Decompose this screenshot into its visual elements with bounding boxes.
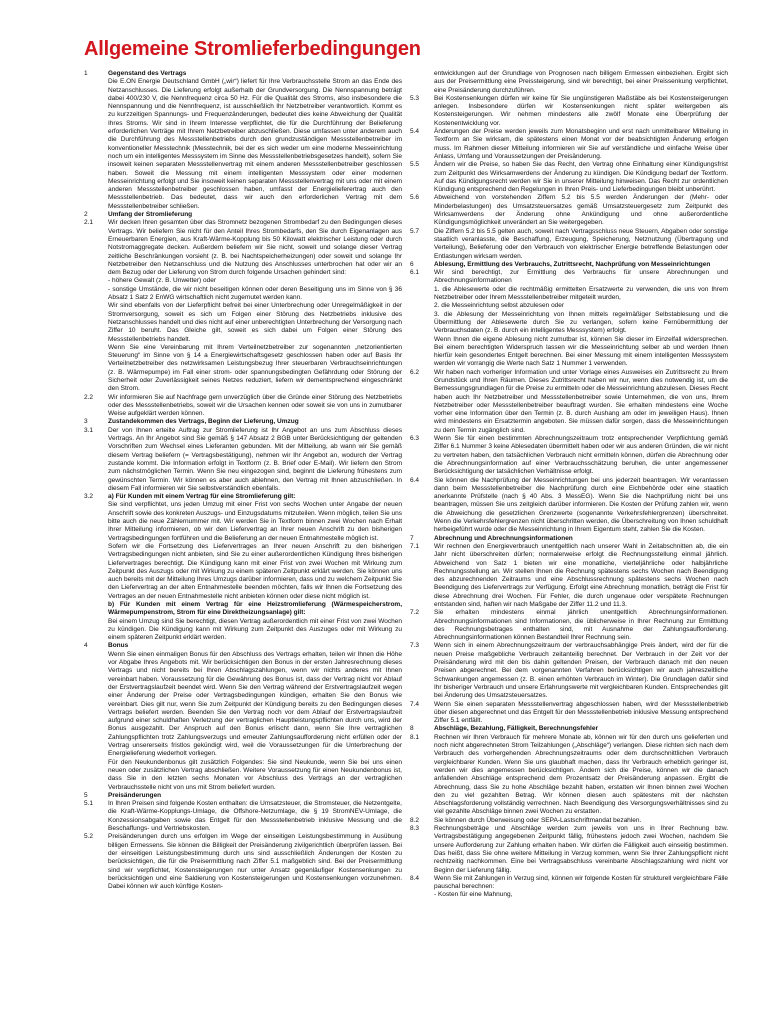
clause-text: Wir sind ebenfalls von der Lieferpflicht befreit bei einer Unterbrechung oder Unregelmäßigkeit in der Stromversorgung, soweit es sich um Folgen einer Störung des Netzbetriebs inklusive des Netzanschlusses handelt und dies nicht auf einer unberechtigten Unterbrechung der Versorgung nach Ziffer 10 beruht. Das Gleiche gilt, soweit es sich dabei um Folgen einer Störung des Messstellenbetriebs handelt. [108,302,402,343]
clause-number: 5.3 [410,94,420,102]
section-heading-text: Bonus [108,642,129,650]
clause-text: Abweichend von vorstehenden Ziffern 5.2 bis 5.5 werden Änderungen der (Mehr- oder Minderbelastungen) des Umsatzsteuersatzes gemäß Umsatzsteuergesetz zum Zeitpunkt des Wirksamwerdens der Änderung ohne Ankündigung und ohne außerordentliche Kündigungsmöglichkeit unverändert an Sie weitergegeben. [434,194,728,227]
clause-number: 1 [84,70,88,77]
clause-number: 5.2 [84,833,94,841]
clause-number: 5.4 [410,128,420,136]
clause-paragraph [84,651,402,759]
clause-number: 6 [410,260,414,268]
section-heading-text: Abschläge, Bezahlung, Fälligkeit, Berechnungsfehler [434,725,598,733]
section-heading [84,642,402,650]
clause-number [84,302,108,343]
clause-number: 3.1 [84,426,94,434]
clause-text: Wir haben nach vorheriger Information und unter Vorlage eines Ausweises ein Zutrittsrecht zu Ihrem Grundstück und Ihren Räumen. Dieses Zutrittsrecht haben wir nur, wenn dies notwendig ist, um die Bemessungsgrundlagen für die Preise zu ermitteln oder die Messeinrichtung abzulesen. Dieses Recht haben auch Ihr Netzbetreiber und Messstellenbetreiber sowie Unternehmen, die von uns, Ihrem Netzbetreiber oder Messstellenbetreiber beauftragt wurden. Sie erhalten mindestens eine Woche vorher eine Information über den Termin (z. B. durch Aushang am oder im jeweiligen Haus). Ihnen wird mindestens ein Ersatztermin angeboten. Sie müssen dafür sorgen, dass die Messeinrichtungen zu dem Termin zugänglich sind. [434,368,728,434]
clause-number: 5.5 [410,161,420,169]
clause-text: Rechnen wir Ihren Verbrauch für mehrere Monate ab, können wir für den durch uns gelieferten und noch nicht abgerechneten Strom Teilzahlungen („Abschläge“) verlangen. Diese richten sich nach dem Verbrauch des vorhergehenden Abrechnungszeitraums oder dem durchschnittlichen Verbrauch vergleichbarer Kunden. Wenn Sie uns glaubhaft machen, dass Ihr Verbrauch erheblich geringer ist, werden wir dies angemessen berücksichtigen. Ändern sich die Preise, können wir die danach anfallenden Abschläge entsprechend dem Prozentsatz der Preisänderung anpassen. Ergibt die Abrechnung, dass Sie zu hohe Abschläge bezahlt haben, erstatten wir Ihnen binnen zwei Wochen den zu viel gezahlten Betrag. Wir können diesen auch spätestens mit der nächsten Abschlagsforderung vollständig verrechnen. Nach Beendigung des Versorgungsverhältnisses sind zu viel gezahlte Abschläge binnen zwei Wochen zu erstatten. [434,733,728,816]
clause-paragraph [84,493,402,501]
clause-number: 6.3 [410,435,420,443]
clause-text: Änderungen der Preise werden jeweils zum Monatsbeginn und erst nach unmittelbarer Mitteilung in Textform an Sie wirksam, die spätestens einen Monat vor der beabsichtigten Änderung erfolgen muss. Im Rahmen dieser Mitteilung informieren wir Sie auf verständliche und einfache Weise über Anlass, Umfang und Voraussetzungen der Preisänderung. [434,128,728,160]
clause-number [410,311,434,336]
clause-number: 7.1 [410,542,420,550]
clause-text: a) Für Kunden mit einem Vertrag für eine Stromlieferung gilt: [108,493,296,501]
clause-paragraph [410,642,728,700]
clause-text: Wenn sich in einem Abrechnungszeitraum der verbrauchsabhängige Preis ändert, wird der für die neuen Preise maßgebliche Verbrauch zeitanteilig berechnet. Der Verbrauch in der Zeit vor der Preisänderung wird mit den bis dahin geltenden Preisen, der Verbrauch danach mit den neuen Preisen abgerechnet. Bei dem vorgenannten Verfahren berücksichtigen wir auch jahreszeitliche Schwankungen angemessen (z. B. einen erhöhten Verbrauch im Winter). Die Grundlagen dafür sind Ihr bisheriger Verbrauch und unsere Erfahrungswerte mit vergleichbaren Kunden. Entsprechendes gilt bei Änderung des Umsatzsteuersatzes. [434,642,728,700]
clause-number [410,891,434,899]
clause-paragraph [84,601,402,618]
clause-paragraph [410,95,728,128]
clause-number: 6.4 [410,476,420,484]
section-heading [84,70,402,78]
section-heading [84,211,402,219]
clause-number: 8.3 [410,825,420,833]
clause-text: b) Für Kunden mit einem Vertrag für eine Heizstromlieferung (Wärmespeicherstrom, Wärmepumpenstrom, Strom für eine Direktheizungsanlage) gilt: [108,601,402,617]
clause-number: 2.1 [84,219,94,227]
clause-paragraph [410,269,728,286]
clause-number: 5 [84,791,88,799]
clause-text: Ändern wir die Preise, so haben Sie das Recht, den Vertrag ohne Einhaltung einer Kündigungsfrist zum Zeitpunkt des Wirksamwerdens der Änderung zu kündigen. Die Kündigung bedarf der Textform. Auf das Kündigungsrecht werden wir Sie in unserer Mitteilung hinweisen. Das Recht zur ordentlichen Kündigung entsprechend den Regelungen in Ihren Preis- und Lieferbedingungen bleibt unberührt. [434,161,728,194]
clause-number [84,344,108,394]
clause-number: 6.1 [410,269,420,277]
clause-paragraph [410,701,728,726]
clause-number: 2 [84,211,88,219]
clause-paragraph [410,477,728,535]
clause-number [410,336,434,369]
clause-text: Bei einem Umzug sind Sie berechtigt, diesen Vertrag außerordentlich mit einer Frist von zwei Wochen zu kündigen. Die Kündigung kann mit Wirkung zum Zeitpunkt des Auszuges oder mit Wirkung zu einem späteren Zeitpunkt erklärt werden. [108,617,402,642]
clause-text: Wir sind berechtigt, zur Ermittlung des Verbrauchs für unsere Abrechnungen und Abrechnungsinformationen [434,269,728,285]
clause-paragraph [84,344,402,394]
terms-column-right [410,70,728,1016]
clause-number: 3.2 [84,493,94,501]
clause-text: Bei Kostensenkungen dürfen wir keine für Sie ungünstigeren Maßstäbe als bei Kostensteigerungen anlegen. Insbesondere dürfen wir Kostensenkungen nicht später weitergeben als Kostensteigerungen. Wir nehmen mindestens alle zwölf Monate eine Überprüfung der Kostenentwicklung vor. [434,94,728,127]
clause-number: 5.6 [410,194,420,202]
clause-paragraph [410,311,728,336]
section-heading [410,725,728,733]
clause-paragraph [410,817,728,825]
clause-paragraph [410,734,728,817]
clause-paragraph [84,277,402,285]
clause-number [84,651,108,759]
clause-number: 7.3 [410,642,420,650]
clause-paragraph [84,543,402,601]
clause-text: 3. die Ablesung der Messeinrichtung von Ihnen mittels regelmäßiger Selbstablesung und die Übermittlung der Ablesewerte durch Sie zu verlangen, sofern keine Fernübermittlung der Verbrauchsdaten (z. B. durch ein intelligentes Messsystem) erfolgt. [434,310,728,335]
clause-paragraph [410,161,728,194]
clause-number: 2.2 [84,393,94,401]
clause-paragraph [410,609,728,642]
clause-number [84,286,108,303]
clause-number [84,501,108,542]
clause-paragraph [84,286,402,303]
section-heading [84,418,402,426]
section-heading-text: Preisänderungen [108,791,162,799]
clause-paragraph [84,759,402,792]
clause-number: 6.2 [410,368,420,376]
clause-number: 8.1 [410,733,420,741]
clause-text: Sie sind verpflichtet, uns jeden Umzug mit einer Frist von sechs Wochen unter Angabe der neuen Anschrift sowie des konkreten Auszugs- und Einzugsdatums mitzuteilen. Wenn möglich, teilen Sie uns bitte auch die neue Zählernummer mit. Wir werden Sie in Textform binnen zwei Wochen nach Erhalt Ihrer Mitteilung informieren, ob wir den Liefervertrag an Ihrer neuen Anschrift zu den bisherigen Vertragsbedingungen fortführen und die Belieferung an der neuen Entnahmestelle möglich ist. [108,501,402,542]
clause-paragraph [410,228,728,261]
clause-number [410,70,434,95]
section-heading [410,535,728,543]
clause-text: - höhere Gewalt (z. B. Unwetter) oder [108,277,217,285]
clause-number: 8.2 [410,816,420,824]
clause-number: 5.7 [410,227,420,235]
clause-text: Sie erhalten mindestens einmal jährlich unentgeltlich Abrechnungsinformationen. Abrechnungsinformationen sind Informationen, die üblicherweise in Ihrer Rechnung zur Ermittlung des Rechnungsbetrages enthalten sind, mit Ausnahme der Zahlungsaufforderung. Abrechnungsinformationen können Bestandteil Ihrer Rechnung sein. [434,609,728,642]
section-heading [410,261,728,269]
clause-text: 1. die Ablesewerte oder die rechtmäßig ermittelten Ersatzwerte zu verwenden, die uns von Ihrem Netzbetreiber oder Ihrem Messstellenbetreiber mitgeteilt wurden, [434,285,728,302]
clause-text: Wir decken Ihren gesamten über das Stromnetz bezogenen Strombedarf zu den Bedingungen dieses Vertrags. Wir beliefern Sie nicht für den Anteil Ihres Strombedarfs, den Sie durch Eigenanlagen aus Erneuerbaren Energien, aus Kraft-Wärme-Kopplung bis 50 Kilowatt elektrischer Leistung oder durch Notstromaggregate decken. Außerdem beliefern wir Sie nicht, soweit und solange dieser Vertrag zeitliche Beschränkungen vorsieht (z. B. bei Nachtspeicherheizungen) oder soweit und solange Ihr Netzbetreiber den Netzanschluss und die Nutzung des Anschlusses unterbrochen hat oder wir an dem Bezug oder der Lieferung von Strom durch folgende Ursachen gehindert sind: [108,219,402,277]
clause-paragraph [410,336,728,369]
clause-paragraph [410,286,728,303]
clause-number [410,286,434,303]
clause-number: 5.1 [84,800,94,808]
clause-text: entwicklungen auf der Grundlage von Prognosen nach billigem Ermessen einbeziehen. Ergibt sich aus der Preisermittlung eine Preissteigerung, sind wir berechtigt, bei einer Preissenkung verpflichtet, eine Preisänderung durchzuführen. [434,70,728,94]
clause-text: Rechnungsbeträge und Abschläge werden zum jeweils von uns in Ihrer Rechnung bzw. Vertragsbestätigung angegebenen Zeitpunkt fällig, frühestens jedoch zwei Wochen, nachdem Sie unsere Aufforderung zur Zahlung erhalten haben. Wir dürfen die Fälligkeit auch einseitig bestimmen. Das heißt, dass Sie ohne weitere Mitteilung in Verzug kommen, wenn Sie Ihrer Zahlungspflicht nicht rechtzeitig nachkommen. Eine bei Vertragsabschluss vereinbarte Abschlagszahlung wird nicht vor Beginn der Lieferung fällig. [434,825,728,874]
clause-text: Wir informieren Sie auf Nachfrage gern unverzüglich über die Gründe einer Störung des Netzbetriebs oder des Messstellenbetriebs, soweit wir die Ursachen kennen oder soweit sie von uns in zumutbarer Weise aufgeklärt werden können. [108,393,402,418]
clause-text: Wenn Sie einen separaten Messstellenvertrag abgeschlossen haben, wird der Messstellenbetrieb über diesen abgerechnet und das Entgelt für den Messstellenbetrieb inklusive Messung entsprechend Ziffer 5.1 entfällt. [434,700,728,725]
clause-paragraph [84,800,402,833]
section-heading-text: Zustandekommen des Vertrags, Beginn der Lieferung, Umzug [108,418,299,426]
section-heading-text: Abrechnung und Abrechnungsinformationen [434,534,573,542]
terms-column-left [84,70,402,1016]
clause-text: In Ihren Preisen sind folgende Kosten enthalten: die Umsatzsteuer, die Stromsteuer, die Netzentgelte, die Kraft-Wärme-Kopplungs-Umlage, die Offshore-Netzumlage, die § 19 StromNEV-Umlage, die Konzessionsabgaben sowie das Entgelt für den Messstellenbetrieb inklusive Messung und die Beschaffungs- und Vertriebskosten. [108,800,402,833]
page-title: Allgemeine Stromlieferbedingungen [84,38,421,60]
clause-number [84,601,108,618]
clause-paragraph [84,833,402,891]
clause-number [84,78,108,211]
clause-paragraph [410,302,728,310]
clause-number: 4 [84,642,88,650]
clause-text: Preisänderungen durch uns erfolgen im Wege der einseitigen Leistungsbestimmung in Ausübung billigen Ermessens. Sie können die Billigkeit der Preisänderung zivilgerichtlich überprüfen lassen. Bei der einseitigen Leistungsbestimmung durch uns sind ausschließlich Änderungen der Kosten zu berücksichtigen, die für die Preisermittlung nach Ziffer 5.1 maßgeblich sind. Bei der Preisermittlung sind wir verpflichtet, Kostensteigerungen nur unter Ansatz gegenläufiger Kostensenkungen zu berücksichtigen und eine Saldierung von Kostensteigerungen und Kostensenkungen vorzunehmen. Dabei können wir auch künftige Kosten- [108,833,402,891]
clause-text: Wir rechnen den Energieverbrauch unentgeltlich nach unserer Wahl in Zeitabschnitten ab, die ein Jahr nicht überschreiten dürfen; normalerweise erfolgt die Rechnungsstellung einmal jährlich. Abweichend von Satz 1 bieten wir eine monatliche, vierteljährliche oder halbjährliche Rechnungsstellung an. Wir stellen Ihnen die Rechnung spätestens sechs Wochen nach Beendigung des abzurechnenden Zeitraums und eine Abschlussrechnung spätestens sechs Wochen nach Beendigung des Liefervertrags zur Verfügung. Erfolgt eine Abrechnung monatlich, beträgt die Frist für diese Abrechnung drei Wochen. Für Fehler, die durch ungenaue oder verspätete Rechnungen entstanden sind, haften wir nach Maßgabe der Ziffer 11.2 und 11.3. [434,542,728,608]
clause-paragraph [84,78,402,211]
clause-number: 8.4 [410,874,420,882]
clause-text: - sonstige Umstände, die wir nicht beseitigen können oder deren Beseitigung uns im Sinne von § 36 Absatz 1 Satz 2 EnWG wirtschaftlich nicht zugemutet werden kann. [108,285,402,302]
clause-number [84,618,108,643]
clause-paragraph [410,435,728,476]
clause-text: - Kosten für eine Mahnung, [434,891,513,899]
clause-number [84,759,108,792]
clause-number: 7.2 [410,609,420,617]
clause-text: Wenn Ihnen die eigene Ablesung nicht zumutbar ist, können Sie dieser im Einzelfall widersprechen. Bei einem berechtigten Widerspruch lassen wir die Messeinrichtung selber ab und werden Ihnen hierfür kein gesondertes Entgelt berechnen. Bei einer Messung mit einem intelligenten Messsystem werden wir vorrangig die Werte nach Satz 1 Nummer 1 verwenden. [434,335,728,368]
clause-text: Die E.ON Energie Deutschland GmbH („wir“) liefert für Ihre Verbrauchsstelle Strom an das Ende des Netzanschlusses. Die Lieferung erfolgt außerhalb der Grundversorgung. Die Nennspannung beträgt dabei 400/230 V, die Nennfrequenz circa 50 Hz. Für die Qualität des Stroms, also insbesondere die Nennspannung und die Nennfrequenz, ist ausschließlich Ihr Netzbetreiber verantwortlich. Kommt es zu kurzzeitigen Spannungs- und Frequenzänderungen, bedeutet dies keine Abweichung der Qualität Ihres Stroms. Wir sind in Ihrem Interesse verpflichtet, die für die Durchführung der Belieferung erforderlichen Verträge mit Ihrem Netzbetreiber abzuschließen. Diese umfassen unter anderem auch die Durchführung des Messstellenbetriebs durch den grundzuständigen Messstellenbetreiber im konventioneller Messtechnik (Messtechnik, bei der es sich weder um eine moderne Messeinrichtung noch um ein intelligentes Messsystem im Sinne des Messstellenbetriebsgesetzes handelt), sofern Sie insoweit keinen separaten Messstellenvertrag mit einem anderen Messstellenbetreiber geschlossen haben. Soweit die Messung mit einem intelligenten Messsystem oder einer modernen Messeinrichtung erfolgt und Sie insoweit keinen separaten Messstellenvertrag mit uns oder mit einem anderen Messstellenbetreiber geschlossen haben, umfasst der Energielieferertrag auch den Messstellenbetrieb. Das bedeutet, dass wir auch den erforderlichen Vertrag mit dem Messstellenbetreiber schließen. [108,78,402,210]
clause-number [84,277,108,285]
clause-paragraph [410,128,728,161]
clause-paragraph [84,501,402,542]
clause-paragraph [84,302,402,343]
clause-paragraph [410,891,728,899]
section-heading-text: Ablesung, Ermittlung des Verbrauchs, Zutrittsrecht, Nachprüfung von Messeinrichtungen [434,260,711,268]
clause-text: Für den Neukundenbonus gilt zusätzlich Folgendes: Sie sind Neukunde, wenn Sie bei uns einen neuen oder zusätzlichen Vertrag abschließen. Weitere Voraussetzung für einen Neukundenbonus ist, dass Sie in den letzten sechs Monaten vor Abschluss des Vertrags an der vertraglichen Verbrauchsstelle nicht von uns mit Strom beliefert wurden. [108,758,402,791]
section-heading [84,792,402,800]
clause-text: Wenn Sie eine Vereinbarung mit Ihrem Verteilnetzbetreiber zur sogenannten „netzorientierten Steuerung“ im Sinne von § 14 a Energiewirtschaftsgesetz geschlossen haben oder auf Basis Ihr Verteilnetzbetreiber des netzwirksamen Leistungsbezug Ihrer steuerbaren Verbrauchseinrichtungen (z. B. Wärmepumpe) im Fall einer strom- oder spannungsbedingten Gefährdung oder Störung der Sicherheit oder Zuverlässigkeit seines Netzes reduziert, liefern wir dementsprechend eingeschränkt den Strom. [108,343,402,393]
clause-paragraph [84,394,402,419]
clause-text: Wenn Sie einen einmaligen Bonus für den Abschluss des Vertrags erhalten, teilen wir Ihnen die Höhe vor Abgabe Ihres Angebots mit. Wir berücksichtigen den Bonus in der ersten Jahresrechnung dieses Vertrags und nicht bereits bei Ihren Abschlagszahlungen, wenn wir nichts anderes mit Ihnen vereinbart haben. Voraussetzung für die Gewährung des Bonus ist, dass der Vertrag nicht vor Ablauf der Erstvertragslaufzeit beendet wird. Wenn Sie den Vertrag während der Erstvertragslaufzeit wegen einer Änderung der Preise oder Vertragsbedingungen kündigen, erhalten Sie den Bonus wie vereinbart. Dies gilt nur, wenn Sie zum Zeitpunkt der Kündigung bereits zu den Bedingungen dieses Vertrags beliefert werden. Beenden Sie den Vertrag noch vor dem Ablauf der Erstvertragslaufzeit aufgrund einer schuldhaften Verletzung der vertraglichen Hauptleistungspflichten durch uns, wird der Bonus ausgezahlt. Der Anspruch auf den Bonus erlischt dann, wenn Sie Ihre vertraglichen Zahlungspflichten trotz Zahlungsverzugs und erneuter Zahlungsaufforderung nicht erfüllen oder der Vertrag unsererseits fristlos gekündigt wird, weil die Voraussetzungen für die Unterbrechung der Energielieferung wiederholt vorliegen. [108,650,402,758]
clause-text: Der von Ihnen erteilte Auftrag zur Stromlieferung ist Ihr Angebot an uns zum Abschluss dieses Vertrags. An Ihr Angebot sind Sie gemäß § 147 Absatz 2 BGB unter Berücksichtigung der geltenden Vorschriften zum Wechsel eines Lieferanten gebunden. Mit der Mitteilung, ab wann wir Sie gemäß diesem Vertrag beliefern (= Vertragsbestätigung), nehmen wir Ihr Angebot an, wodurch der Vertrag zustande kommt. Die Information erfolgt in Textform (z. B. Brief oder E-Mail). Wir liefern den Strom zum nächstmöglichen Termin. Wenn Sie neu eingezogen sind, beginnt die Lieferung frühestens zum gewünschten Termin. Wir können es aber auch ablehnen, den Vertrag mit Ihnen abzuschließen. In diesem Fall informieren wir Sie selbstverständlich ebenfalls. [108,426,402,492]
clause-text: Sie können die Nachprüfung der Messeinrichtungen bei uns jederzeit beantragen. Wir veranlassen dann beim Messstellenbetreiber die Nachprüfung durch eine Eichbehörde oder eine staatlich anerkannte Prüfstelle (nach § 40 Abs. 3 MessEG). Wenn Sie die Nachprüfung nicht bei uns beantragen, müssen Sie uns zeitgleich darüber informieren. Die Kosten der Prüfung zahlen wir, wenn die Abweichung die gesetzlichen Grenzwerte (sogenannte Verkehrsfehlergrenzen) überschreitet. Wenn die Verkehrsfehlergrenzen nicht überschritten werden, die Überschreitung von Ihnen schuldhaft herbeigeführt wurde oder die Messeinrichtung in Ihrem Eigentum steht, zahlen Sie die Kosten. [434,476,728,534]
clause-paragraph [84,219,402,277]
clause-paragraph [410,70,728,95]
section-heading-text: Umfang der Stromlieferung [108,211,193,219]
clause-number: 7 [410,534,414,542]
clause-paragraph [84,427,402,493]
clause-number [84,543,108,601]
clause-paragraph [410,875,728,892]
clause-number: 3 [84,418,88,426]
clause-text: 2. die Messeinrichtung selbst abzulesen oder [434,302,565,310]
clause-text: Die Ziffern 5.2 bis 5.5 gelten auch, soweit nach Vertragsschluss neue Steuern, Abgaben oder sonstige staatlich veranlasste, die Beschaffung, Erzeugung, Speicherung, Netznutzung (Übertragung und Verteilung), Belieferung oder den Verbrauch von elektrischer Energie betreffende Belastungen oder Entlastungen wirksam werden. [434,227,728,260]
clause-paragraph [410,194,728,227]
clause-number [410,302,434,310]
clause-paragraph [84,618,402,643]
clause-paragraph [410,543,728,609]
clause-text: Wenn Sie für einen bestimmten Abrechnungszeitraum trotz entsprechender Verpflichtung gemäß Ziffer 6.1 Nummer 3 keine Ablesedaten übermittelt haben oder wir aus anderen Gründen, die wir nicht zu vertreten haben, den tatsächlichen Verbrauch nicht ermitteln können, dürfen die Abrechnung oder die Abrechnungsinformation auf einer Verbrauchsschätzung beruhen, die unter angemessener Berücksichtigung der tatsächlichen Verhältnisse erfolgt. [434,435,728,476]
section-heading-text: Gegenstand des Vertrags [108,70,187,77]
clause-paragraph [410,369,728,435]
clause-text: Wenn Sie mit Zahlungen in Verzug sind, können wir folgende Kosten für strukturell vergleichbare Fälle pauschal berechnen: [434,874,728,891]
clause-text: Sofern wir die Fortsetzung des Liefervertrages an Ihrer neuen Anschrift zu den bisherigen Vertragsbedingungen nicht anbieten, sind Sie zu einer außerordentlichen Kündigung Ihres bisherigen Liefervertrages berechtigt. Die Kündigung kann mit einer Frist von zwei Wochen mit Wirkung zum Zeitpunkt des Auszugs oder mit Wirkung zu einem späteren Zeitpunkt erklärt werden. Sie können uns auch bereits mit der Mitteilung Ihres Umzugs darüber informieren, dass und zu welchem Zeitpunkt Sie den Liefervertrag an der alten Entnahmestelle beenden möchten, falls wir Ihnen die Fortsetzung des Vertrages an der neuen Entnahmestelle nicht anbieten können oder diese nicht möglich ist. [108,542,402,600]
clause-number: 7.4 [410,700,420,708]
clause-paragraph [410,825,728,875]
clause-number: 8 [410,725,414,733]
clause-text: Sie können durch Überweisung oder SEPA-Lastschriftmandat bezahlen. [434,816,642,824]
